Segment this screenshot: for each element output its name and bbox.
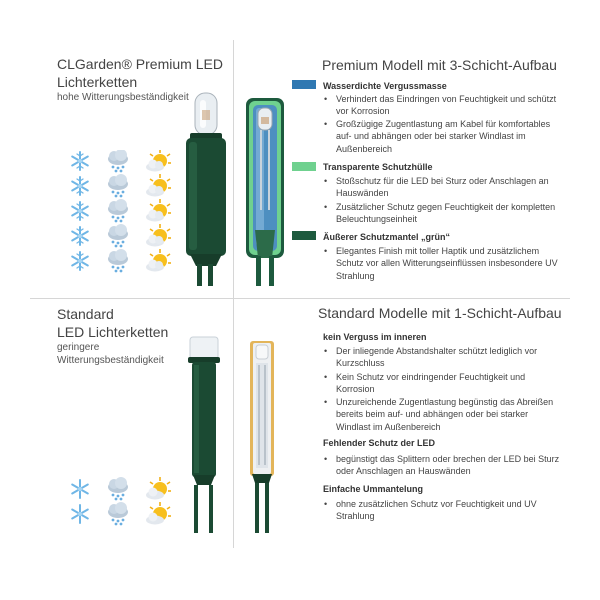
snowflake-icon [72, 227, 88, 245]
premium-section-title: Wasserdichte Vergussmasse [323, 81, 447, 91]
list-item: • Elegantes Finish mit toller Haptik und zusätzlichem Schutz vor allen Witterungseinflüssen insbesondere UV Strahlung [324, 246, 558, 281]
premium-subtitle: hohe Witterungsbeständigkeit [57, 92, 189, 103]
standard-subtitle-line2: Witterungsbeständigkeit [57, 355, 164, 366]
weather-row [72, 150, 171, 172]
standard-title-line2: LED Lichterketten [57, 324, 169, 340]
premium-led-exterior [176, 88, 236, 298]
premium-section-title: Äußerer Schutzmantel „grün“ [323, 232, 451, 242]
rain-cloud-icon [108, 224, 128, 247]
standard-led-crosssection [246, 335, 278, 545]
list-item: • Kein Schutz vor eindringender Feuchtigkeit und Korrosion [324, 372, 526, 395]
list-item: • Verhindert das Eindringen von Feuchtigkeit und schützt vor Korrosion [324, 94, 557, 117]
snowflake-icon [72, 505, 88, 523]
standard-section-title: Fehlender Schutz der LED [323, 438, 436, 448]
rain-cloud-icon [108, 502, 128, 525]
rain-cloud-icon [108, 249, 128, 272]
schutzhuelle-swatch [292, 162, 316, 171]
list-item: • Großzügige Zugentlastung am Kabel für komfortables auf- und abhängen oder bei starker Windlast im Außenbereich [324, 119, 551, 154]
sun-cloud-icon [146, 199, 171, 222]
snowflake-icon [72, 152, 88, 170]
premium-weather-icons [66, 150, 176, 280]
sun-cloud-icon [146, 477, 171, 500]
sun-cloud-icon [146, 224, 171, 247]
premium-led-crosssection [240, 80, 290, 300]
premium-title-line1: CLGarden® Premium LED [57, 56, 223, 72]
sun-cloud-icon [146, 502, 171, 525]
standard-title-line1: Standard [57, 306, 114, 322]
sun-cloud-icon [146, 249, 171, 272]
premium-title [57, 55, 223, 91]
premium-right-title: Premium Modell mit 3-Schicht-Aufbau [322, 57, 557, 73]
list-item: • begünstigt das Splittern oder brechen der LED bei Sturz oder Anschlagen an Hauswänden [324, 454, 560, 477]
premium-title-line2: Lichterketten [57, 74, 138, 90]
rain-cloud-icon [108, 150, 128, 172]
list-item: • Zusätzlicher Schutz gegen Feuchtigkeit der kompletten Beleuchtungseinheit [324, 202, 556, 225]
rain-cloud-icon [108, 174, 128, 197]
standard-title [57, 305, 168, 341]
standard-subtitle [57, 341, 164, 367]
premium-section-title: Transparente Schutzhülle [323, 162, 433, 172]
list-item: • ohne zusätzlichen Schutz vor Feuchtigkeit und UV Strahlung [324, 499, 537, 522]
standard-weather-icons [66, 477, 176, 532]
snowflake-icon [72, 252, 88, 270]
list-item: • Der inliegende Abstandshalter schützt lediglich vor Kurzschluss [324, 346, 538, 369]
vergussmasse-swatch [292, 80, 316, 89]
standard-subtitle-line1: geringere [57, 342, 100, 353]
list-item: • Stoßschutz für die LED bei Sturz oder Anschlagen an Hauswänden [324, 176, 549, 199]
standard-led-exterior [182, 335, 227, 545]
standard-section-title: Einfache Ummantelung [323, 484, 424, 494]
list-item: • Unzureichende Zugentlastung begünstig das Abreißen bereits beim auf- und abhängen oder bei starker Windlast im Außenbereich [324, 397, 554, 432]
snowflake-icon [72, 202, 88, 220]
sun-cloud-icon [146, 174, 171, 197]
standard-section-title: kein Verguss im inneren [323, 332, 427, 342]
schutzmantel-swatch [292, 231, 316, 240]
rain-cloud-icon [108, 199, 128, 222]
rain-cloud-icon [108, 477, 128, 500]
horizontal-divider [30, 298, 570, 299]
standard-right-title: Standard Modelle mit 1-Schicht-Aufbau [318, 305, 562, 321]
snowflake-icon [72, 177, 88, 195]
sun-cloud-icon [146, 150, 171, 172]
snowflake-icon [72, 480, 88, 498]
